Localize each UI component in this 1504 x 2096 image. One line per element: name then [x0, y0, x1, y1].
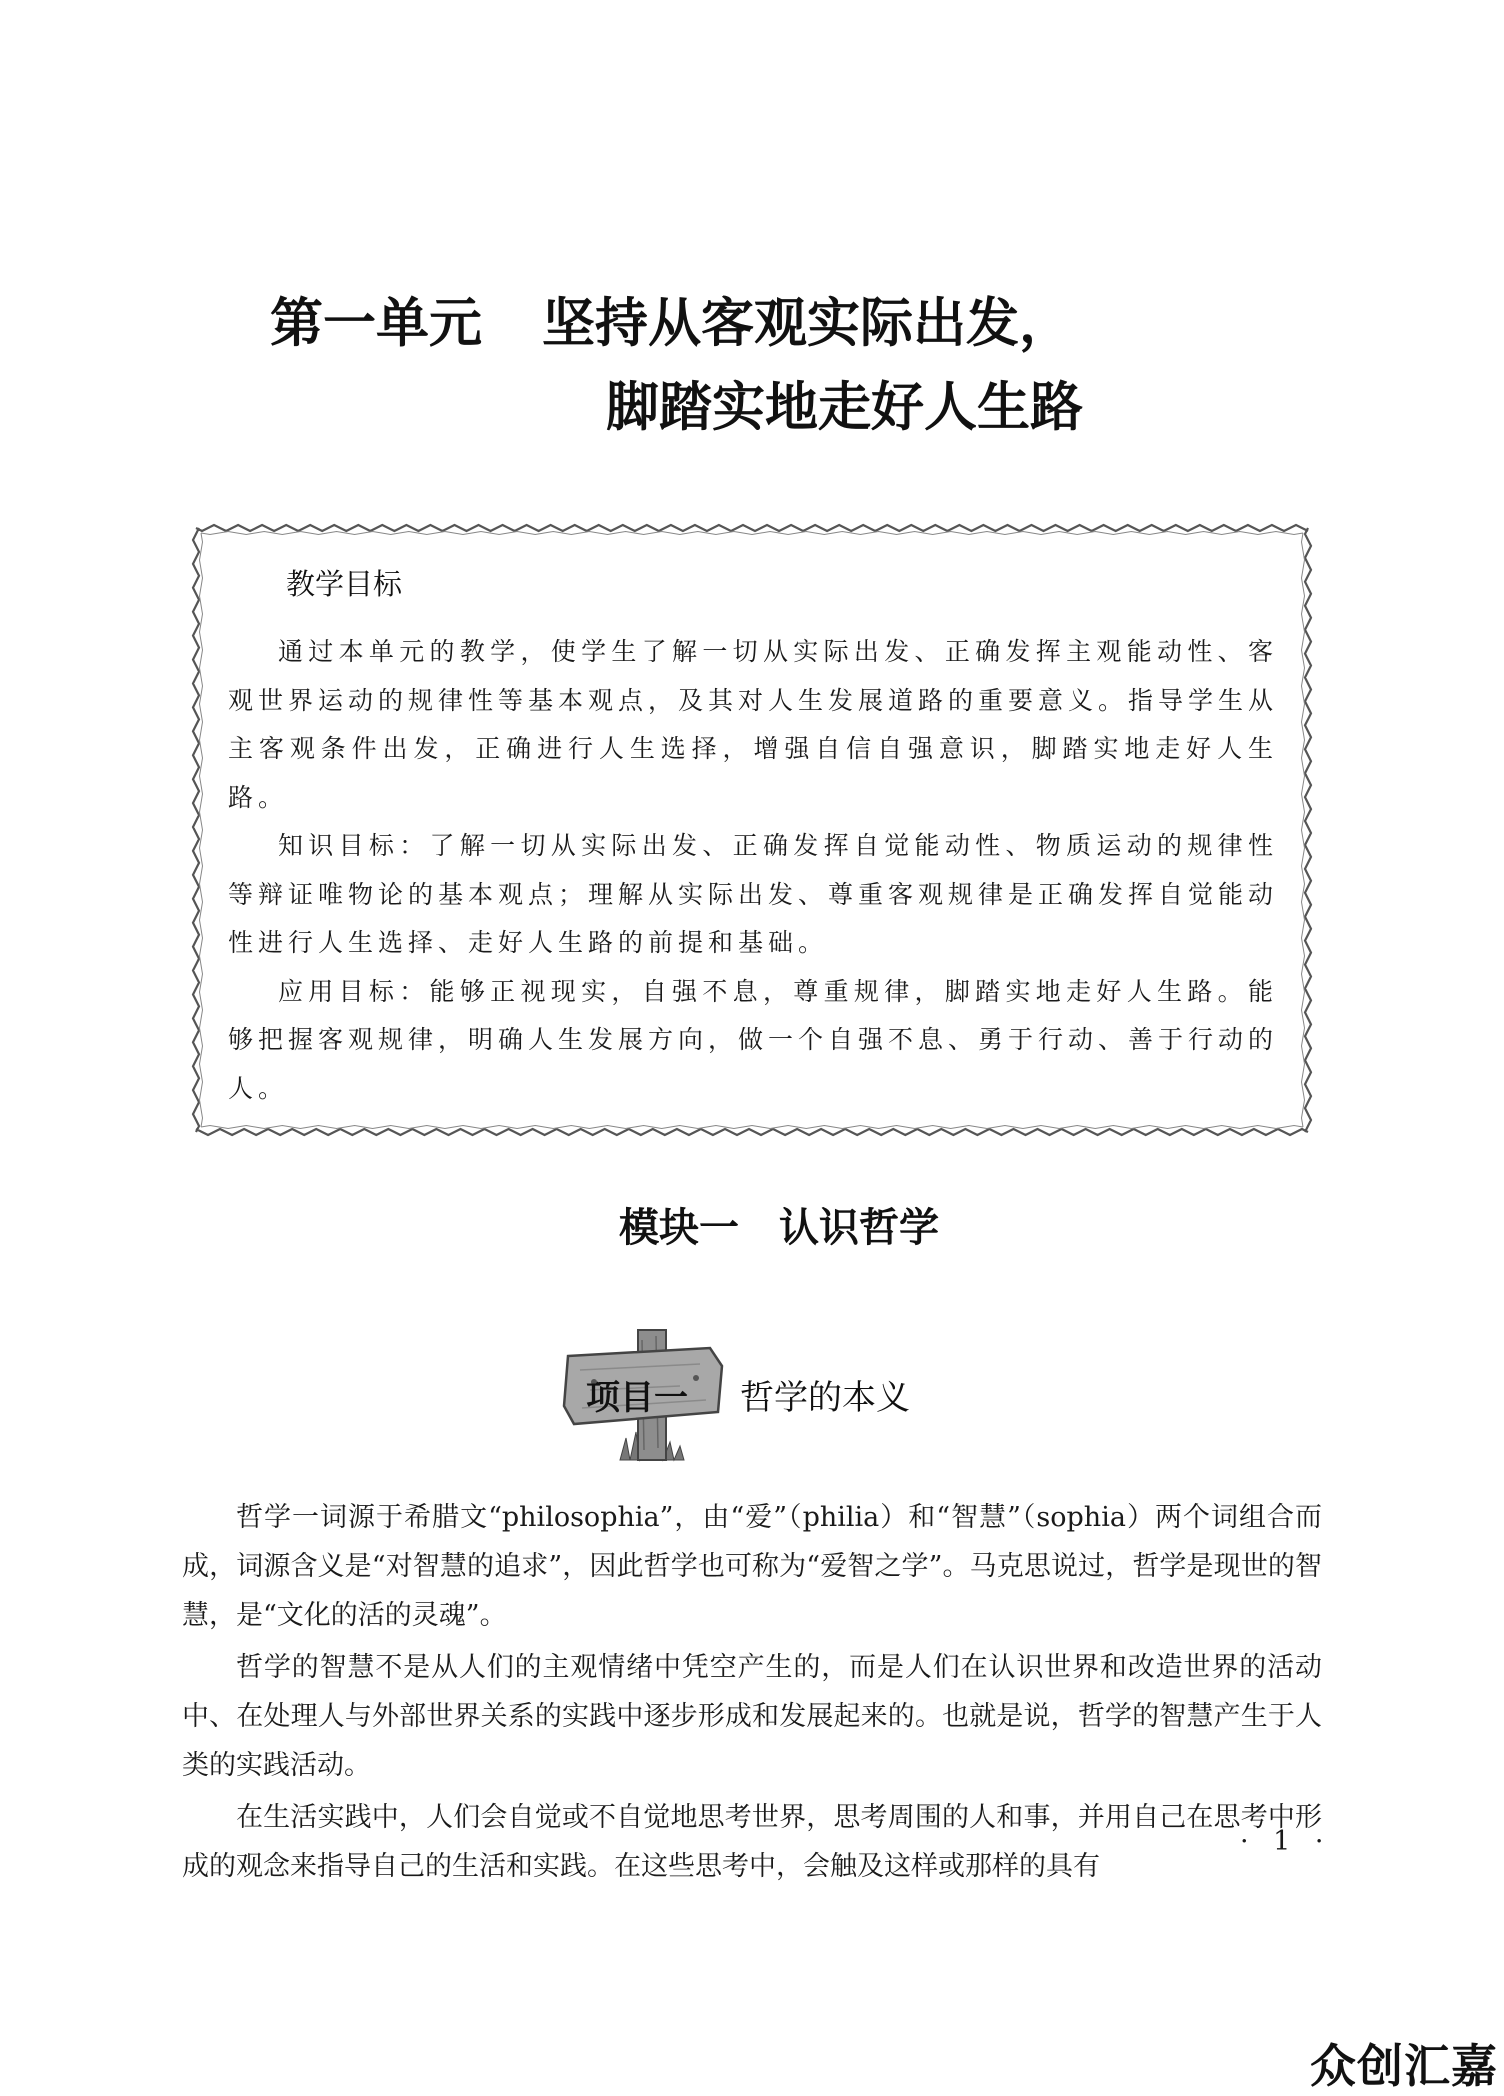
watermark: 众创汇嘉: [1310, 2039, 1498, 2093]
objectives-text: [228, 628, 1278, 1113]
unit-number: 第一单元: [270, 293, 482, 354]
objectives-paragraph: 应用目标：能够正视现实，自强不息，尊重规律，脚踏实地走好人生路。能够把握客观规律，明确人生发展方向，做一个自强不息、勇于行动、善于行动的人。: [228, 976, 1279, 1103]
module-label: 模块一: [619, 1204, 739, 1251]
unit-title-line2: 脚踏实地走好人生路: [606, 377, 1083, 438]
project-title: 哲学的本义: [740, 1378, 910, 1418]
objectives-paragraph: 通过本单元的教学，使学生了解一切从实际出发、正确发挥主观能动性、客观世界运动的规律性等基本观点，及其对人生发展道路的重要意义。指导学生从主客观条件出发，正确进行人生选择，增强自信自强意识，脚踏实地走好人生路。: [228, 637, 1279, 812]
project-label: 项目一: [586, 1378, 688, 1418]
body-paragraph: 在生活实践中，人们会自觉或不自觉地思考世界，思考周围的人和事，并用自己在思考中形成的观念来指导自己的生活和实践。在这些思考中，会触及这样或那样的具有: [182, 1802, 1322, 1882]
body-paragraph: 哲学一词源于希腊文“philosophia”，由“爱”（philia）和“智慧”（sophia）两个词组合而成，词源含义是“对智慧的追求”，因此哲学也可称为“爱智之学”。马克思说过，哲学是现世的智慧，是“文化的活的灵魂”。: [182, 1502, 1322, 1631]
body-text: [182, 1493, 1322, 1894]
unit-title: [270, 282, 1270, 450]
unit-title-line1: 坚持从客观实际出发，: [542, 293, 1072, 354]
module-title: [0, 1196, 1504, 1253]
project-heading: [560, 1320, 960, 1470]
objectives-paragraph: 知识目标：了解一切从实际出发、正确发挥自觉能动性、物质运动的规律性等辩证唯物论的基本观点；理解从实际出发、尊重客观规律是正确发挥自觉能动性进行人生选择、走好人生路的前提和基础。: [228, 831, 1279, 957]
body-paragraph: 哲学的智慧不是从人们的主观情绪中凭空产生的，而是人们在认识世界和改造世界的活动中、在处理人与外部世界关系的实践中逐步形成和发展起来的。也就是说，哲学的智慧产生于人类的实践活动。: [182, 1652, 1322, 1781]
objectives-box: [188, 520, 1316, 1140]
objectives-heading: 教学目标: [286, 567, 403, 601]
module-name: 认识哲学: [779, 1204, 939, 1251]
page-number: · 1 ·: [1240, 1826, 1332, 1857]
